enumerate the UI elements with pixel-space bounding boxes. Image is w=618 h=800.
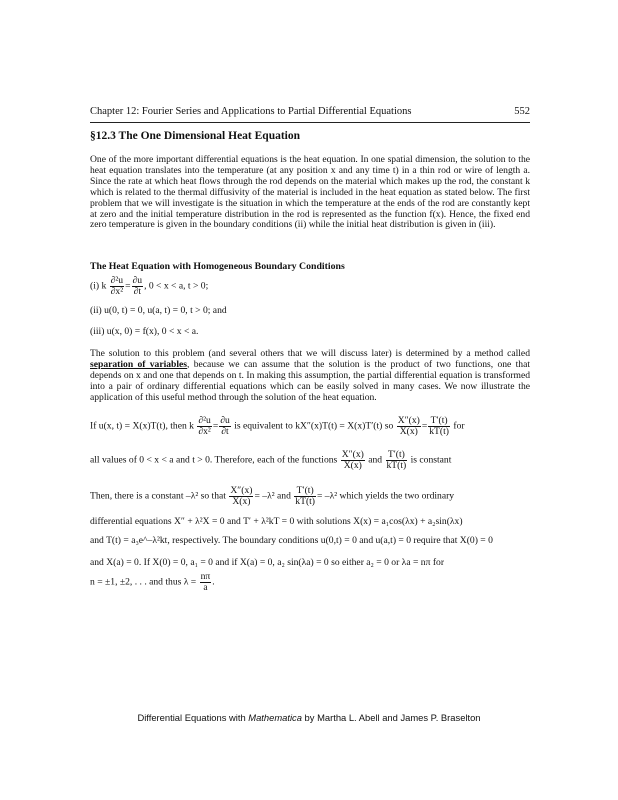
boundary-line: and X(a) = 0. If X(0) = 0, a₁ = 0 and if X(a) = 0, a₂ sin(λa) = 0 so either a₂ = 0 or λa = nπ for <box>90 557 445 568</box>
condition-i-label: (i) <box>90 280 100 292</box>
lambda-line <box>90 572 530 593</box>
fraction-denominator: X(x) <box>232 496 251 507</box>
condition-i: (i) k $\frac{\text{∂²u}}{\text{∂x²}}$ = $\frac{\partial u}{\partial t}$ , 0 < x < a, t > 0; <box>90 275 209 297</box>
footer <box>0 712 618 723</box>
separation-term: separation of variables <box>90 358 188 370</box>
separation-paragraph <box>90 349 530 404</box>
fraction-du-dt <box>219 416 231 437</box>
fraction-denominator: a <box>203 582 208 593</box>
fraction-numerator: T′(t) <box>294 486 316 497</box>
fraction-npi-a <box>200 571 215 593</box>
fraction-Tp-kT <box>428 416 450 437</box>
eq-end-text: = –λ² which yields the two ordinary <box>317 490 455 502</box>
eq-mid-text: = –λ² and <box>254 490 291 502</box>
condition-ii: (ii) u(0, t) = 0, u(a, t) = 0, t > 0; and <box>90 305 227 316</box>
derivation-line-3 <box>90 486 530 507</box>
fraction-numerator: T′(t) <box>386 450 408 461</box>
fraction-denominator: X(x) <box>399 426 418 437</box>
fraction-Tp-kT <box>294 486 316 507</box>
fraction-denominator: kT(t) <box>386 460 407 471</box>
footer-after: by Martha L. Abell and James P. Braselton <box>301 712 481 723</box>
fraction-denominator: ∂t <box>221 426 229 437</box>
fraction-denominator: kT(t) <box>429 426 449 437</box>
derivation-line-2 <box>90 450 530 471</box>
separation-before: The solution to this problem (and several others that we will discuss later) is determined by a method called <box>90 348 530 359</box>
fraction-du-dt <box>132 276 144 297</box>
equiv-text: is equivalent to kX″(x)T(t) = X(x)T′(t) so <box>234 420 394 432</box>
fraction-Xpp-X <box>397 416 421 437</box>
separation-after: , because we can assume that the solution is the product of two functions, one that depends on x and one that depends on t. In making this assumption, the partial differential equation is transformed into a pair of ordinary differential equations which can be easily solved in many cases. We now illustrate the application of this useful method through the solution of the heat equation. <box>90 358 530 403</box>
footer-italic: Mathematica <box>248 712 302 723</box>
ode-line: differential equations X″ + λ²X = 0 and T′ + λ²kT = 0 with solutions X(x) = a₁cos(λx) + a₂sin(λx) <box>90 516 463 527</box>
fraction-numerator: ∂²u <box>198 415 211 426</box>
t-solution-line: and T(t) = a₃e^–λ²kt, respectively. The boundary conditions u(0,t) = 0 and u(a,t) = 0 require that X(0) = 0 <box>90 535 493 546</box>
intro-paragraph: One of the more important differential equations is the heat equation. In one spatial dimension, the solution to the heat equation translates into the temperature (at any position x and any time t) in a thin rod or wire of length a. Since the rate at which heat flows through the rod depends on the material which makes up the rod, the constant k which is related to the thermal diffusivity of the material is included in the heat equation as stated below. The first problem that we will investigate is the situation in which the temperature at the ends of the rod are constantly kept at zero and the initial temperature distribution in the rod is represented as the function f(x). Hence, the fixed end zero temperature is given in the boundary conditions (ii) while the initial heat distribution is given in (iii). <box>90 154 530 231</box>
section-title: §12.3 The One Dimensional Heat Equation <box>90 130 301 142</box>
fraction-Tp-kT <box>386 450 408 471</box>
running-header <box>90 106 530 120</box>
n-text: n = ±1, ±2, . . . and thus λ = <box>90 576 197 588</box>
derivation-line-1: If u(x, t) = X(x)T(t), then k $\frac{\text{∂²u}}{\text{∂x²}}$ = $\frac{\partial u}{\partial t}$ is equivalent to kX″(x)T(t) = X(x)T′(t) so $\frac{X''(x)}{X(x)}$ = $\frac{T'(t)}{kT(t)}$ for <box>90 415 465 437</box>
fraction-Xpp-X <box>341 450 365 471</box>
header-rule <box>90 122 530 123</box>
fraction-d2u-dx2 <box>110 276 124 297</box>
fraction-numerator: X″(x) <box>341 449 364 460</box>
condition-i-tail: , 0 < x < a, t > 0; <box>144 280 209 292</box>
fraction-numerator: ∂u <box>132 275 143 286</box>
condition-i-k: k <box>101 280 107 292</box>
fraction-denominator: X(x) <box>343 460 362 471</box>
and-text: and <box>368 454 383 466</box>
condition-iii: (iii) u(x, 0) = f(x), 0 < x < a. <box>90 326 199 337</box>
fraction-denominator: ∂t <box>133 286 141 297</box>
fraction-numerator: X″(x) <box>230 485 253 496</box>
fraction-numerator: X″(x) <box>397 415 420 426</box>
n-tail: . <box>212 576 215 588</box>
then-text: Then, there is a constant –λ² so that <box>90 490 226 502</box>
is-constant-text: is constant <box>410 454 452 466</box>
subheading: The Heat Equation with Homogeneous Boundary Conditions <box>90 261 345 272</box>
fraction-denominator: ∂x² <box>110 286 124 297</box>
page-number: 552 <box>514 106 530 117</box>
fraction-d2u-dx2 <box>197 416 211 437</box>
footer-before: Differential Equations with <box>137 712 249 723</box>
fraction-numerator: ∂²u <box>110 275 124 286</box>
fraction-Xpp-X <box>229 486 253 507</box>
chapter-title: Chapter 12: Fourier Series and Applications to Partial Differential Equations <box>90 106 412 117</box>
all-values-text: all values of 0 < x < a and t > 0. Therefore, each of the functions <box>90 454 338 466</box>
fraction-numerator: T′(t) <box>428 416 450 427</box>
fraction-denominator: kT(t) <box>295 496 315 507</box>
if-text: If u(x, t) = X(x)T(t), then k <box>90 420 194 432</box>
for-text: for <box>453 420 465 432</box>
fraction-numerator: ∂u <box>220 415 230 426</box>
fraction-numerator: nπ <box>200 571 211 582</box>
fraction-denominator: ∂x² <box>198 426 211 437</box>
